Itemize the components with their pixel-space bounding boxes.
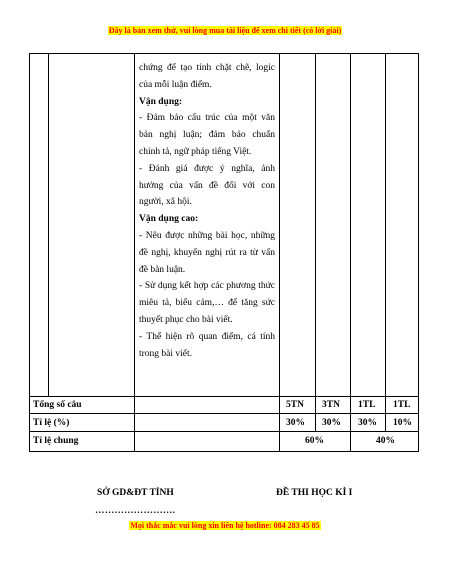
- criteria-paragraph: chứng để tạo tính chặt chẽ, logic của mỗi luận điểm.: [139, 63, 275, 90]
- cell-ratio-1: 30%: [286, 418, 305, 428]
- row-label-general: Tỉ lệ chung: [33, 436, 79, 446]
- table-row-divider: [29, 431, 419, 432]
- criteria-paragraph: - Đảm bảo cấu trúc của một văn bản nghị luận; đảm bảo chuẩn chính tả, ngữ pháp tiếng Việt.: [139, 113, 275, 157]
- table-col-divider: [48, 53, 49, 396]
- table-col-divider: [279, 53, 280, 452]
- criteria-paragraph: - Thể hiện rõ quan điểm, cá tính trong bài viết.: [139, 331, 275, 359]
- table-row-divider: [29, 396, 419, 397]
- criteria-cell: [139, 60, 275, 362]
- exam-title: ĐỀ THI HỌC KÌ I: [276, 488, 353, 498]
- table-bottom-border: [29, 451, 419, 452]
- table-right-border: [418, 53, 419, 452]
- hotline-banner-text: Mọi thắc mắc vui lòng xin liên hệ hotline: 084 283 45 85: [130, 521, 320, 530]
- cell-total-3: 1TL: [358, 400, 376, 410]
- criteria-paragraph: - Nêu được những bài học, những đề nghị, khuyến nghị rút ra từ vấn đề bàn luận.: [139, 230, 275, 275]
- cell-ratio-2: 30%: [322, 418, 341, 428]
- table-col-divider: [134, 53, 135, 452]
- cell-ratio-3: 30%: [358, 418, 377, 428]
- criteria-paragraph: - Sử dụng kết hợp các phương thức miêu tả, biểu cảm,… để tăng sức thuyết phục cho bài viết.: [139, 281, 275, 325]
- row-label-ratio: Tỉ lệ (%): [33, 418, 70, 428]
- table-col-divider: [315, 53, 316, 431]
- preview-banner-text: Đây là bản xem thử, vui lòng mua tài liệu để xem chi tiết (có lời giải): [108, 26, 342, 35]
- table-col-divider: [385, 53, 386, 431]
- table-col-divider: [350, 53, 351, 452]
- department-label: SỞ GD&ĐT TỈNH: [97, 488, 174, 498]
- cell-total-2: 3TN: [322, 400, 340, 410]
- cell-total-4: 1TL: [393, 400, 411, 410]
- cell-total-1: 5TN: [286, 400, 304, 410]
- cell-general-2: 40%: [376, 436, 395, 446]
- criteria-heading-van-dung: Vận dụng:: [139, 96, 183, 107]
- table-left-border: [29, 53, 30, 452]
- row-label-total: Tổng số câu: [33, 400, 82, 410]
- cell-ratio-4: 10%: [393, 418, 412, 428]
- cell-general-1: 60%: [305, 436, 324, 446]
- preview-banner: [0, 25, 450, 36]
- criteria-heading-van-dung-cao: Vận dụng cao:: [139, 214, 199, 225]
- province-blank: …………………….: [95, 506, 176, 516]
- table-top-border: [29, 53, 419, 54]
- table-row-divider: [29, 413, 419, 414]
- criteria-paragraph: - Đánh giá được ý nghĩa, ảnh hưởng của vấn đề đối với con người, xã hội.: [139, 163, 275, 208]
- hotline-banner: [0, 520, 450, 531]
